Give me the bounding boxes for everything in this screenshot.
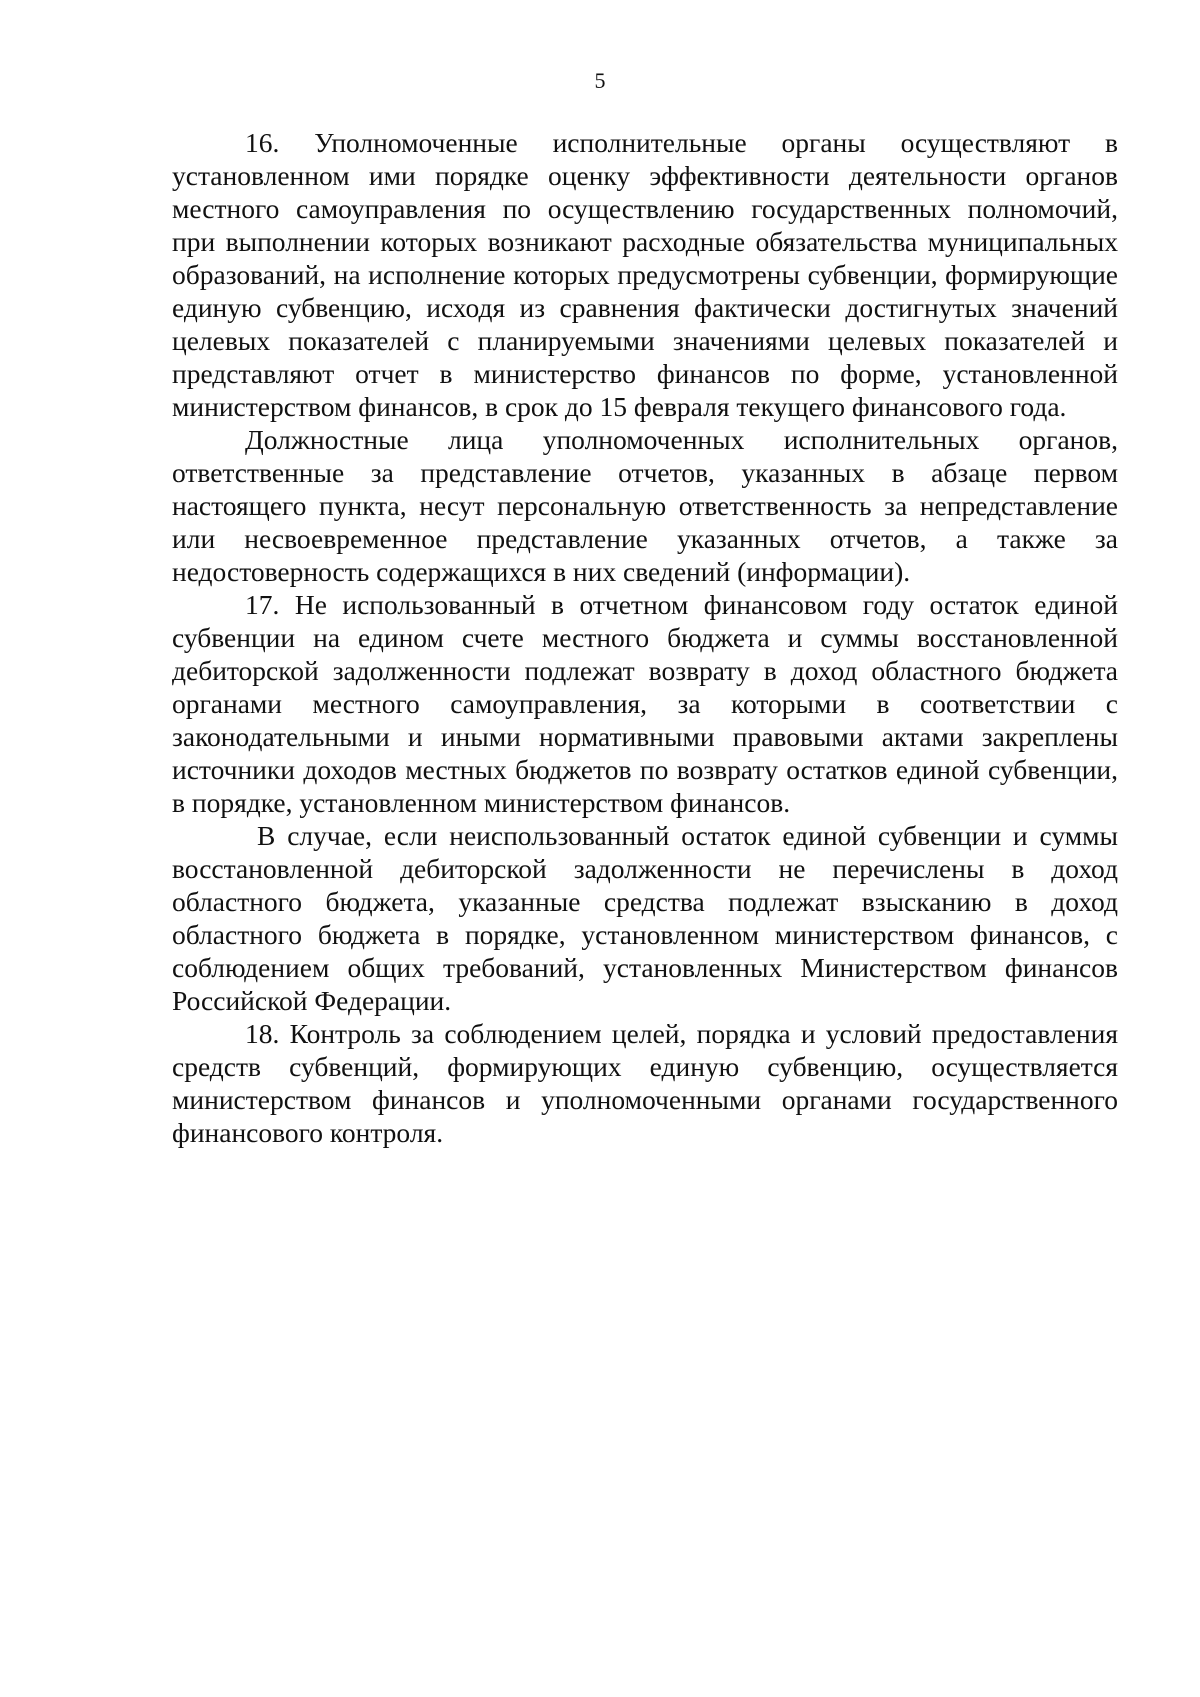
page-number: 5 (594, 68, 606, 93)
document-body (172, 126, 1118, 1149)
paragraph-17: 17. Не использованный в отчетном финансовом году остаток единой субвенции на едином счете местного бюджета и суммы восстановленной дебиторской задолженности подлежат возврату в доход областного бюджета органами местного самоуправления, за которыми в соответствии с законодательными и иными нормативными правовыми актами закреплены источники доходов местных бюджетов по возврату остатков единой субвенции, в порядке, установленном министерством финансов. (172, 589, 1118, 818)
paragraph-17-recovery: В случае, если неиспользованный остаток единой субвенции и суммы восстановленной дебиторской задолженности не перечислены в доход областного бюджета, указанные средства подлежат взысканию в доход областного бюджета в порядке, установленном министерством финансов, с соблюдением общих требований, установленных Министерством финансов Российской Федерации. (172, 820, 1118, 1016)
paragraph-16: 16. Уполномоченные исполнительные органы осуществляют в установленном ими порядке оценку эффективности деятельности органов местного самоуправления по осуществлению государственных полномочий, при выполнении которых возникают расходные обязательства муниципальных образований, на исполнение которых предусмотрены субвенции, формирующие единую субвенцию, исходя из сравнения фактически достигнутых значений целевых показателей с планируемыми значениями целевых показателей и представляют отчет в министерство финансов по форме, установленной министерством финансов, в срок до 15 февраля текущего финансового года. (172, 127, 1118, 422)
paragraph-18: 18. Контроль за соблюдением целей, порядка и условий предоставления средств субвенций, формирующих единую субвенцию, осуществляется министерством финансов и уполномоченными органами государственного финансового контроля. (172, 1018, 1118, 1148)
paragraph-16-officials: Должностные лица уполномоченных исполнительных органов, ответственные за представление отчетов, указанных в абзаце первом настоящего пункта, несут персональную ответственность за непредставление или несвоевременное представление указанных отчетов, а также за недостоверность содержащихся в них сведений (информации). (172, 424, 1118, 587)
